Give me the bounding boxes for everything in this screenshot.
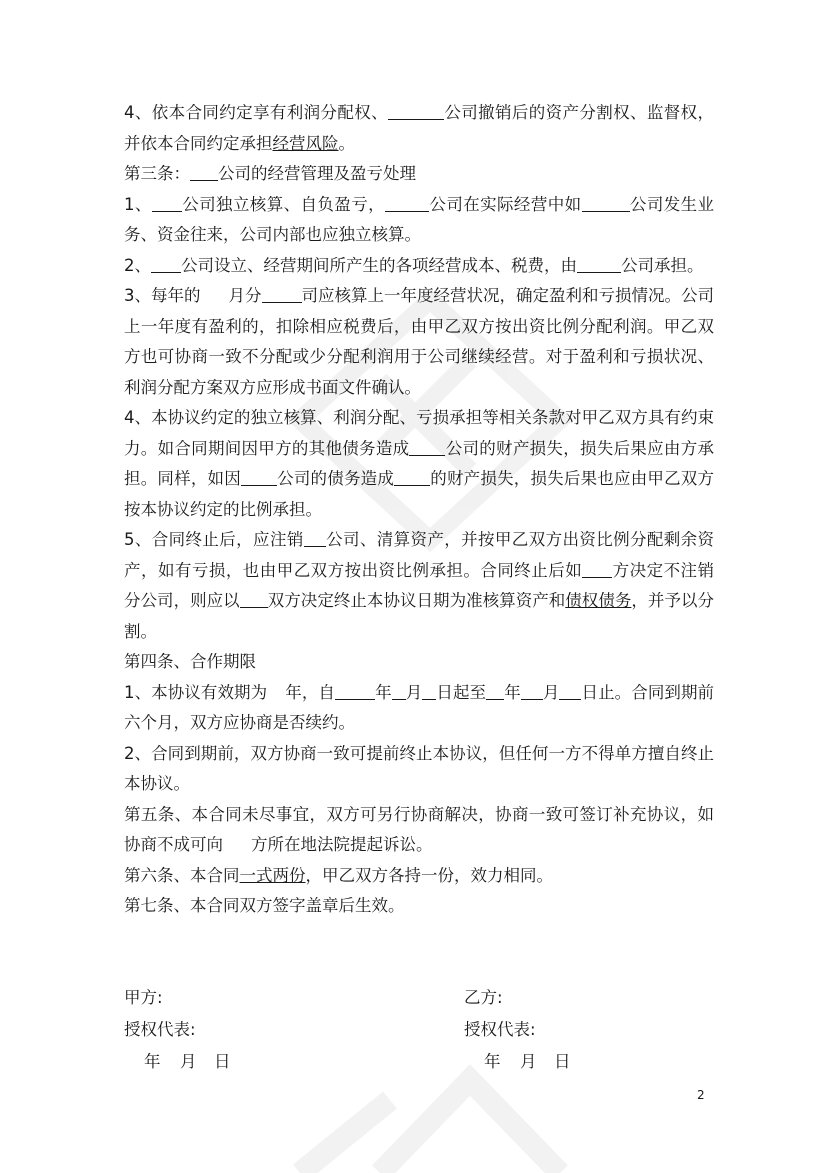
blank-field[interactable] [388,99,444,120]
blank-field[interactable] [335,679,375,700]
blank-field[interactable] [262,282,302,303]
blank-field[interactable] [151,252,181,273]
signature-block-party-a [124,982,231,1078]
contract-body [124,98,714,922]
blank-field[interactable] [240,587,268,608]
blank-field[interactable] [304,526,326,547]
blank-field[interactable] [152,191,182,212]
blank-field[interactable] [582,191,630,212]
blank-field[interactable] [422,679,436,700]
article-3-heading: 第三条： 公司的经营管理及盈亏处理 [124,159,714,190]
blank-field[interactable] [409,435,445,456]
party-b-label: 乙方: [464,988,503,1007]
link-two-copies[interactable]: 一式两份 [239,865,306,885]
party-b-date: 年 月 日 [484,1052,571,1071]
blank-field[interactable] [392,679,406,700]
blank-field[interactable] [394,465,430,486]
article-5: 第五条、本合同未尽事宜，双方可另行协商解决，协商一致可签订补充协议，如协商不成可向 方所在地法院提起诉讼。 [124,804,714,854]
clause-4-2: 2、合同到期前，双方协商一致可提前终止本协议，但任何一方不得单方擅自终止本协议。 [124,743,714,793]
blank-field[interactable] [190,160,218,181]
party-a-date: 年 月 日 [144,1052,231,1071]
blank-field[interactable] [577,252,621,273]
clause-3-2: 2、 公司设立、经营期间所产生的各项经营成本、税费，由 公司承担。 [124,251,714,282]
party-a-representative: 授权代表: [124,1020,196,1039]
page-number: 2 [697,1088,705,1102]
clause-4-1: 1、本协议有效期为 年，自 年 月 日起至 年 月 日止。合同到期前六个月，双方应协商是否续约。 [124,678,714,739]
article-4-heading: 第四条、合作期限 [124,652,256,671]
clause-2-4: 4、依本合同约定享有利润分配权、 公司撤销后的资产分割权、监督权，并依本合同约定承担经营风险。 [124,98,714,159]
link-business-risk[interactable]: 经营风险 [272,133,339,153]
blank-field[interactable] [385,191,429,212]
signature-block-party-b [464,982,571,1078]
clause-3-1: 1、 公司独立核算、自负盈亏， 公司在实际经营中如 公司发生业务、资金往来，公司内部也应独立核算。 [124,190,714,251]
link-debts[interactable]: 债权债务 [565,591,632,610]
clause-3-5: 5、合同终止后，应注销 公司、清算资产，并按甲乙双方出资比例分配剩余资产，如有亏损，也由甲乙双方按出资比例承担。合同终止后如 方决定不注销分公司，则应以 双方决定终止本协议日期为准核算资产和债权债务，并予以分割。 [124,525,714,647]
party-a-label: 甲方: [124,988,163,1007]
blank-field[interactable] [486,679,504,700]
article-7: 第七条、本合同双方签字盖章后生效。 [124,896,405,915]
blank-field[interactable] [582,557,612,578]
clause-3-3: 3、每年的 月分 司应核算上一年度经营状况，确定盈利和亏损情况。公司上一年度有盈利的，扣除相应税费后，由甲乙双方按出资比例分配利润。甲乙双方也可协商一致不分配或少分配利润用于公司继续经营。对于盈利和亏损状况、利润分配方案双方应形成书面文件确认。 [124,281,714,403]
clause-3-4: 4、本协议约定的独立核算、利润分配、亏损承担等相关条款对甲乙双方具有约束力。如合同期间因甲方的其他债务造成 公司的财产损失，损失后果应由方承担。同样，如因 公司的债务造成 的财产损失，损失后果也应由甲乙双方按本协议约定的比例承担。 [124,408,715,519]
article-6: 第六条、本合同一式两份，甲乙双方各持一份，效力相同。 [124,865,553,885]
blank-field[interactable] [241,465,277,486]
party-b-representative: 授权代表: [464,1020,536,1039]
blank-field[interactable] [559,679,581,700]
blank-field[interactable] [521,679,543,700]
